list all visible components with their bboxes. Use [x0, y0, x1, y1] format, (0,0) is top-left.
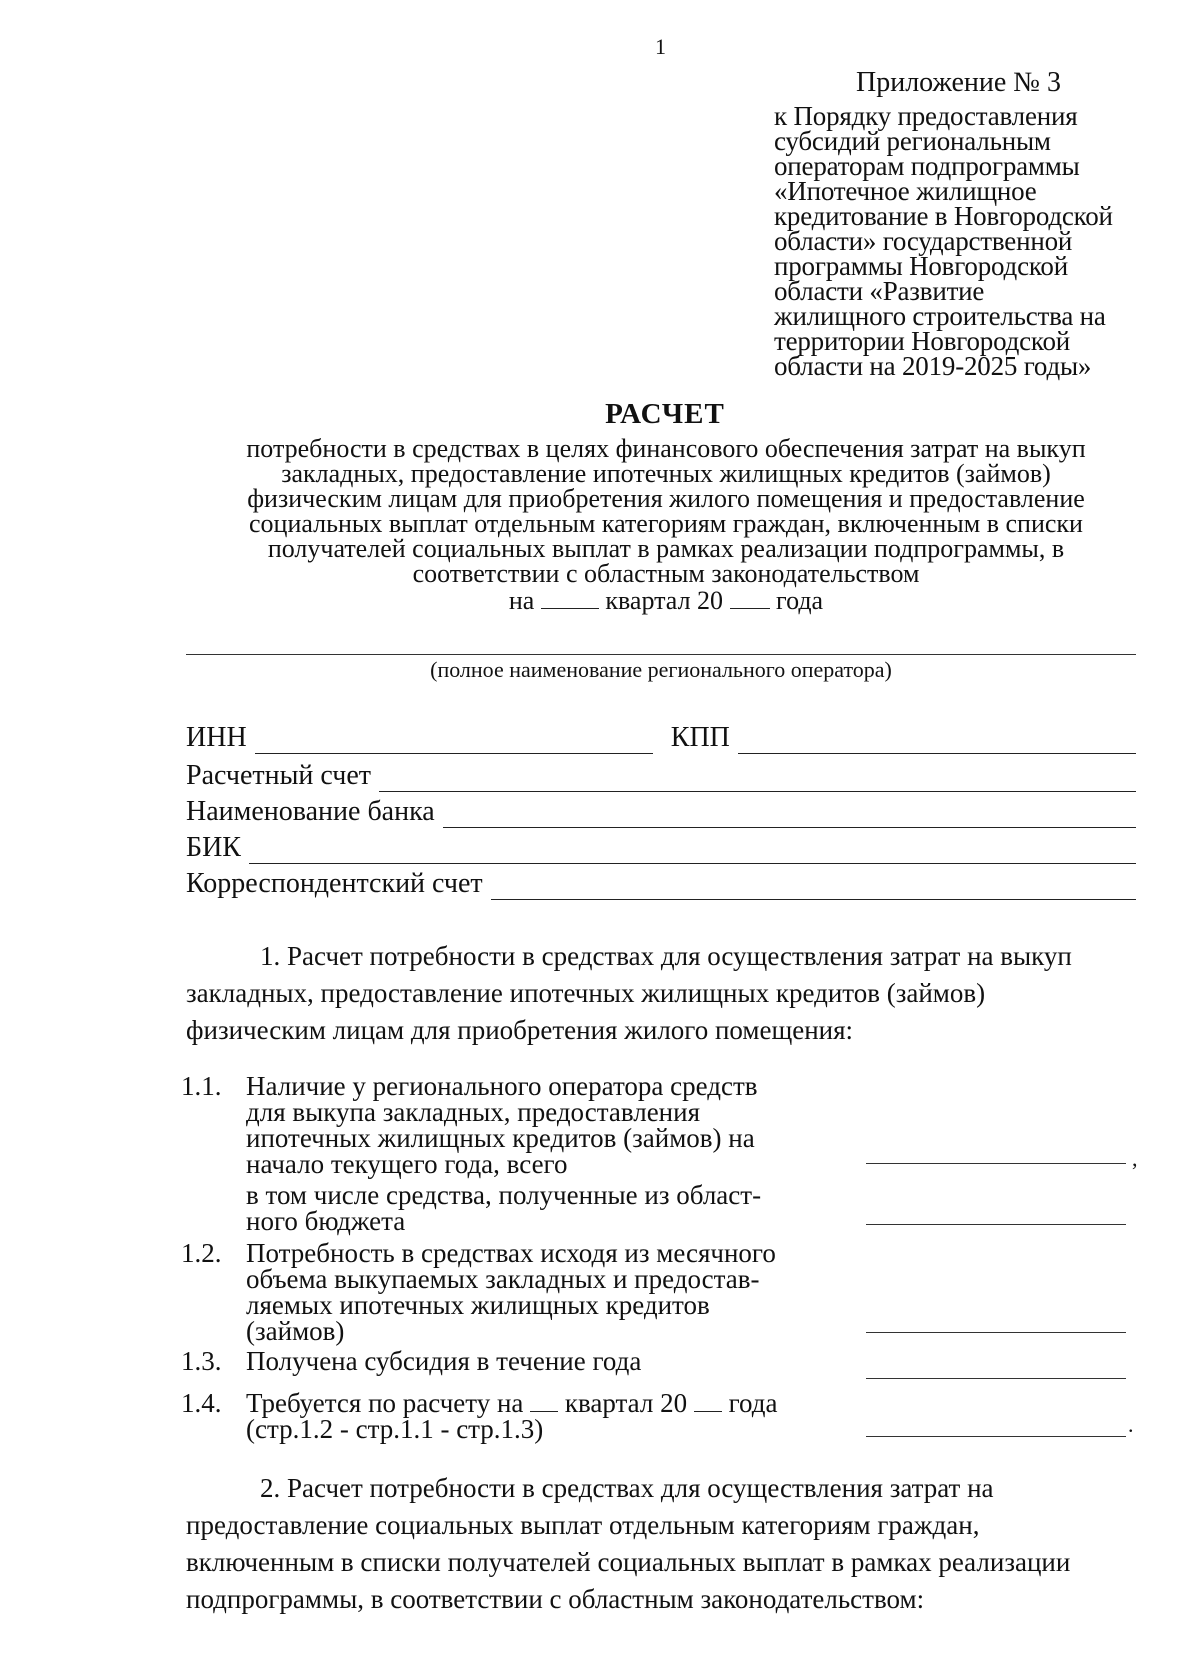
item-1-4-suffix: года	[728, 1388, 778, 1418]
item-1-1-value-line[interactable]	[866, 1163, 1126, 1164]
period-line	[186, 586, 1146, 613]
item-text	[246, 1182, 826, 1234]
item-line	[246, 1390, 826, 1416]
section2-line: 2. Расчет потребности в средствах для осуществления затрат на	[260, 1473, 994, 1503]
period-middle: квартал 20	[605, 586, 724, 615]
corr-account-row	[186, 868, 1136, 900]
item-1-4-value-line[interactable]	[866, 1436, 1126, 1437]
item-line: ного бюджета	[246, 1206, 406, 1236]
inn-label: ИНН	[186, 722, 247, 753]
subtitle-line: физическим лицам для приобретения жилого помещения и предоставление	[247, 484, 1085, 513]
year-blank[interactable]	[730, 586, 770, 609]
item-1-3-value-line[interactable]	[866, 1378, 1126, 1379]
corr-account-label: Корреспондентский счет	[186, 868, 483, 899]
subtitle-line: потребности в средствах в целях финансового обеспечения затрат на выкуп	[246, 434, 1086, 463]
item-1-4-middle: квартал 20	[564, 1388, 688, 1418]
item-line: ипотечных жилищных кредитов (займов) на	[246, 1123, 755, 1153]
appendix-line: области «Развитие	[774, 276, 985, 306]
corr-account-field[interactable]	[491, 873, 1136, 900]
item-line: для выкупа закладных, предоставления	[246, 1097, 700, 1127]
item-number: 1.2.	[181, 1238, 222, 1268]
appendix-line: жилищного строительства на	[774, 301, 1106, 331]
appendix-line: операторам подпрограммы	[774, 151, 1080, 181]
item-trailing-mark: ,	[1132, 1146, 1138, 1171]
appendix-line: кредитование в Новгородской	[774, 201, 1113, 231]
subtitle-line: социальных выплат отдельным категориям граждан, включенным в списки	[249, 509, 1083, 538]
period-prefix: на	[508, 586, 535, 615]
inn-kpp-row	[186, 722, 1136, 754]
appendix-line: программы Новгородской	[774, 251, 1068, 281]
appendix-line: области на 2019-2025 годы»	[774, 351, 1092, 381]
section2-line: подпрограммы, в соответствии с областным законодательством:	[186, 1584, 925, 1614]
item-line: начало текущего года, всего	[246, 1149, 568, 1179]
item-1-1-regional-value-line[interactable]	[866, 1224, 1126, 1225]
bik-label: БИК	[186, 832, 241, 863]
subtitle-line: закладных, предоставление ипотечных жилищных кредитов (займов)	[281, 459, 1051, 488]
operator-name-line[interactable]	[186, 654, 1136, 655]
appendix-line: к Порядку предоставления	[774, 101, 1078, 131]
item-text	[246, 1240, 826, 1344]
section2-line: включенным в списки получателей социальных выплат в рамках реализации	[186, 1547, 1071, 1577]
quarter-blank[interactable]	[541, 586, 599, 609]
bank-row	[186, 796, 1136, 828]
section1-line: 1. Расчет потребности в средствах для осуществления затрат на выкуп	[260, 941, 1072, 971]
section1-line: закладных, предоставление ипотечных жилищных кредитов (займов)	[186, 978, 986, 1008]
item-1-4-year-blank[interactable]	[694, 1391, 722, 1412]
document-title: РАСЧЕТ	[605, 398, 725, 430]
item-1-4-prefix: Требуется по расчету на	[246, 1388, 524, 1418]
item-line: ляемых ипотечных жилищных кредитов	[246, 1290, 710, 1320]
item-line: в том числе средства, полученные из област-	[246, 1180, 762, 1210]
bank-field[interactable]	[443, 801, 1136, 828]
section1-intro	[186, 938, 1136, 1049]
appendix-reference	[774, 101, 1174, 381]
period-suffix: года	[776, 586, 824, 615]
account-row	[186, 760, 1136, 792]
item-text	[246, 1390, 826, 1442]
subtitle-line: получателей социальных выплат в рамках реализации подпрограммы, в	[267, 534, 1065, 563]
item-text	[246, 1073, 826, 1177]
account-label: Расчетный счет	[186, 760, 372, 791]
operator-caption: (полное наименование регионального оператора)	[430, 657, 892, 682]
item-line: (займов)	[246, 1316, 345, 1346]
item-number: 1.4.	[181, 1388, 222, 1418]
item-line: объема выкупаемых закладных и предостав-	[246, 1264, 760, 1294]
item-line: (стр.1.2 - стр.1.1 - стр.1.3)	[246, 1414, 544, 1444]
section2-intro	[186, 1470, 1136, 1618]
bik-row	[186, 832, 1136, 864]
item-line: Потребность в средствах исходя из месячного	[246, 1238, 776, 1268]
kpp-field[interactable]	[738, 727, 1136, 754]
section2-line: предоставление социальных выплат отдельным категориям граждан,	[186, 1510, 980, 1540]
subtitle-line: соответствии с областным законодательством	[412, 559, 920, 588]
account-field[interactable]	[379, 765, 1136, 792]
document-subtitle	[186, 436, 1146, 613]
item-text	[246, 1348, 826, 1374]
item-1-4-quarter-blank[interactable]	[530, 1391, 558, 1412]
item-line: Получена субсидия в течение года	[246, 1346, 642, 1376]
appendix-line: «Ипотечное жилищное	[774, 176, 1037, 206]
section1-line: физическим лицам для приобретения жилого помещения:	[186, 1015, 854, 1045]
appendix-line: области» государственной	[774, 226, 1073, 256]
inn-field[interactable]	[255, 727, 653, 754]
kpp-label: КПП	[670, 722, 730, 753]
item-1-2-value-line[interactable]	[866, 1332, 1126, 1333]
item-line: Наличие у регионального оператора средств	[246, 1071, 758, 1101]
item-trailing-mark: .	[1128, 1412, 1134, 1437]
item-number: 1.3.	[181, 1346, 222, 1376]
bank-label: Наименование банка	[186, 796, 435, 827]
appendix-line: территории Новгородской	[774, 326, 1071, 356]
page-number: 1	[655, 34, 666, 59]
appendix-title: Приложение № 3	[856, 67, 1061, 98]
bik-field[interactable]	[249, 837, 1136, 864]
item-number: 1.1.	[181, 1071, 222, 1101]
appendix-line: субсидий региональным	[774, 126, 1051, 156]
